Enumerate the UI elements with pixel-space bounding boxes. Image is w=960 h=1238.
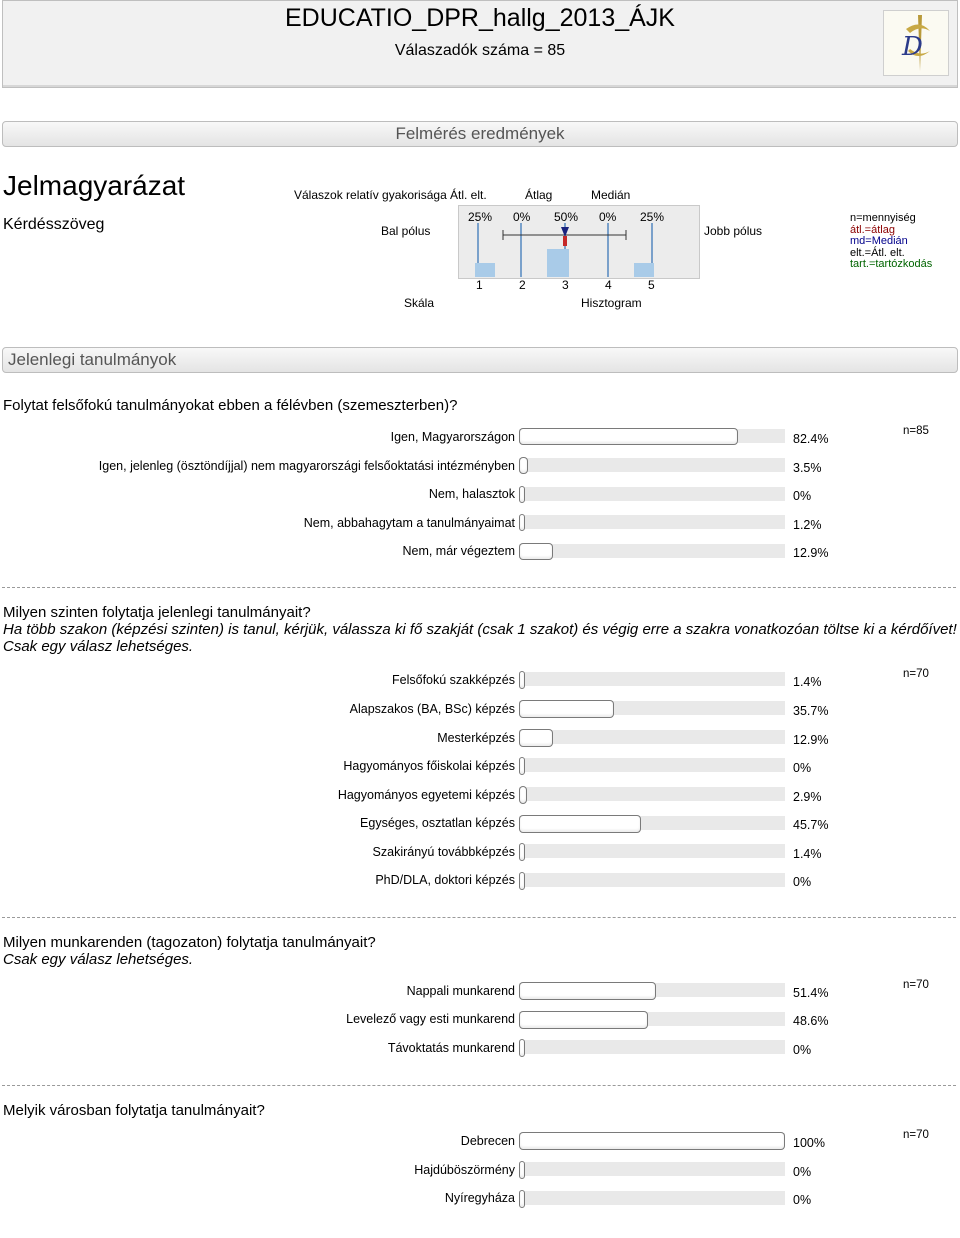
option-label: Nem, abbahagytam a tanulmányaimat xyxy=(303,516,515,530)
option-percent: 1.4% xyxy=(793,675,822,689)
bar-track xyxy=(519,458,785,472)
option-percent: 0% xyxy=(793,875,812,889)
option-percent: 45.7% xyxy=(793,818,829,832)
option-percent: 100% xyxy=(793,1136,825,1150)
bar-fill xyxy=(519,843,525,861)
median-marker-icon xyxy=(563,236,567,246)
option-label: Debrecen xyxy=(460,1134,515,1148)
option-label: Egységes, osztatlan képzés xyxy=(360,816,515,830)
option-label: Szakirányú továbbképzés xyxy=(372,845,515,859)
option-percent: 0% xyxy=(793,1043,812,1057)
bar-fill xyxy=(519,514,525,531)
legend-keys xyxy=(850,213,932,271)
option-label: Hagyományos főiskolai képzés xyxy=(343,759,515,773)
legend-histogram-label: Hisztogram xyxy=(581,296,642,310)
bar-fill xyxy=(519,671,525,689)
bar-fill xyxy=(519,700,614,718)
bar-fill xyxy=(519,757,525,775)
legend-question-text: Kérdésszöveg xyxy=(3,216,105,233)
option-percent: 48.6% xyxy=(793,1014,829,1028)
legend-scale-4: 4 xyxy=(605,278,612,292)
bar-fill xyxy=(519,457,528,474)
option-percent: 12.9% xyxy=(793,546,829,560)
bar-fill xyxy=(519,1132,785,1150)
divider xyxy=(2,917,956,918)
legend-pct-1: 25% xyxy=(468,210,493,224)
svg-text:D: D xyxy=(902,32,923,62)
legend-hist-bar-3 xyxy=(547,249,569,277)
bar-fill xyxy=(519,815,641,833)
section-title: Jelenlegi tanulmányok xyxy=(8,350,177,369)
option-percent: 3.5% xyxy=(793,461,822,475)
bar-fill xyxy=(519,486,525,503)
option-label: Felsőfokú szakképzés xyxy=(392,673,515,687)
legend-left-pole: Bal pólus xyxy=(381,224,431,238)
option-label: PhD/DLA, doktori képzés xyxy=(375,873,515,887)
bar-fill xyxy=(519,428,738,445)
bar-track xyxy=(519,515,785,529)
legend-pct-3: 50% xyxy=(554,210,579,224)
question-title: Melyik városban folytatja tanulmányait? xyxy=(3,1102,265,1119)
option-percent: 2.9% xyxy=(793,790,822,804)
divider xyxy=(2,587,956,588)
legend-median: Medián xyxy=(591,188,631,202)
legend-key-mean: átl.=átlag xyxy=(850,223,895,236)
legend-relative-frequency: Válaszok relatív gyakorisága xyxy=(294,188,447,202)
legend-pct-2: 0% xyxy=(513,210,531,224)
bar-track xyxy=(519,730,785,744)
option-label: Mesterképzés xyxy=(437,731,515,745)
question-n: n=85 xyxy=(903,425,929,437)
question-title: Milyen munkarenden (tagozaton) folytatja tanulmányait? xyxy=(3,934,376,951)
question-n: n=70 xyxy=(903,668,929,680)
legend-right-pole: Jobb pólus xyxy=(704,224,763,238)
results-title: Felmérés eredmények xyxy=(395,124,565,143)
legend-mean: Átlag xyxy=(525,188,553,202)
option-label: Igen, jelenleg (ösztöndíjjal) nem magyarországi felsőoktatási intézményben xyxy=(98,459,515,473)
bar-track xyxy=(519,544,785,558)
option-label: Igen, Magyarországon xyxy=(390,430,515,444)
question-title: Folytat felsőfokú tanulmányokat ebben a félévben (szemeszterben)? xyxy=(3,397,458,414)
respondent-count: Válaszadók száma = 85 xyxy=(394,42,566,59)
legend-pct-4: 0% xyxy=(599,210,617,224)
bar-track xyxy=(519,1162,785,1176)
question-note: Ha több szakon (képzési szinten) is tanul, kérjük, válassza ki fő szakját (csak 1 szakot) és végig erre a szakra vonatkozóan töltse ki a kérdőívet! Csak egy válasz lehetséges. xyxy=(3,621,957,655)
legend-key-abstain: tart.=tartózkodás xyxy=(850,258,933,270)
report-title: EDUCATIO_DPR_hallg_2013_ÁJK xyxy=(284,4,675,32)
option-label: Hagyományos egyetemi képzés xyxy=(337,788,515,802)
option-percent: 82.4% xyxy=(793,432,829,446)
bar-fill xyxy=(519,543,553,560)
legend-scale-label: Skála xyxy=(404,296,435,310)
bar-fill xyxy=(519,729,553,747)
option-percent: 0% xyxy=(793,489,812,503)
option-label: Távoktatás munkarend xyxy=(387,1041,515,1055)
option-label: Nyíregyháza xyxy=(444,1191,515,1205)
bar-fill xyxy=(519,872,525,890)
option-percent: 12.9% xyxy=(793,733,829,747)
legend-scale-5: 5 xyxy=(648,278,655,292)
option-percent: 0% xyxy=(793,1193,812,1207)
legend-std-dev: Átl. elt. xyxy=(450,188,487,202)
legend-histogram xyxy=(458,205,700,279)
question-title: Milyen szinten folytatja jelenlegi tanulmányait? xyxy=(3,604,311,621)
option-percent: 0% xyxy=(793,761,812,775)
legend-heading: Jelmagyarázat xyxy=(3,170,186,201)
legend-key-median: md=Medián xyxy=(850,235,908,247)
legend-hist-bar-5 xyxy=(634,263,654,277)
bar-track xyxy=(519,844,785,858)
option-percent: 1.4% xyxy=(793,847,822,861)
bar-track xyxy=(519,873,785,887)
option-label: Hajdúböszörmény xyxy=(414,1163,515,1177)
option-percent: 51.4% xyxy=(793,986,829,1000)
question-n: n=70 xyxy=(903,979,929,991)
option-label: Nem, már végeztem xyxy=(402,544,515,558)
question-note: Csak egy válasz lehetséges. xyxy=(3,951,194,968)
option-percent: 1.2% xyxy=(793,518,822,532)
legend-pct-5: 25% xyxy=(640,210,665,224)
bar-track xyxy=(519,1040,785,1054)
divider xyxy=(2,1085,956,1086)
option-percent: 35.7% xyxy=(793,704,829,718)
legend-scale-3: 3 xyxy=(562,278,569,292)
legend-hist-bar-1 xyxy=(475,263,495,277)
bar-track xyxy=(519,1191,785,1205)
option-label: Nappali munkarend xyxy=(406,984,515,998)
bar-track xyxy=(519,787,785,801)
option-label: Alapszakos (BA, BSc) képzés xyxy=(349,702,515,716)
bar-track xyxy=(519,758,785,772)
logo-emblem-icon xyxy=(884,11,948,75)
bar-fill xyxy=(519,1011,648,1029)
bar-fill xyxy=(519,1190,525,1208)
option-label: Levelező vagy esti munkarend xyxy=(346,1012,515,1026)
bar-track xyxy=(519,487,785,501)
bar-track xyxy=(519,672,785,686)
option-percent: 0% xyxy=(793,1165,812,1179)
university-logo xyxy=(883,10,949,76)
legend-key-n: n=mennyiség xyxy=(850,212,916,224)
bar-fill xyxy=(519,1039,525,1057)
bar-fill xyxy=(519,1161,525,1179)
question-n: n=70 xyxy=(903,1129,929,1141)
option-label: Nem, halasztok xyxy=(428,487,515,501)
bar-fill xyxy=(519,786,527,804)
legend-key-stddev: elt.=Átl. elt. xyxy=(850,246,905,259)
bar-fill xyxy=(519,982,656,1000)
legend-scale-2: 2 xyxy=(519,278,526,292)
legend-scale-1: 1 xyxy=(476,278,483,292)
